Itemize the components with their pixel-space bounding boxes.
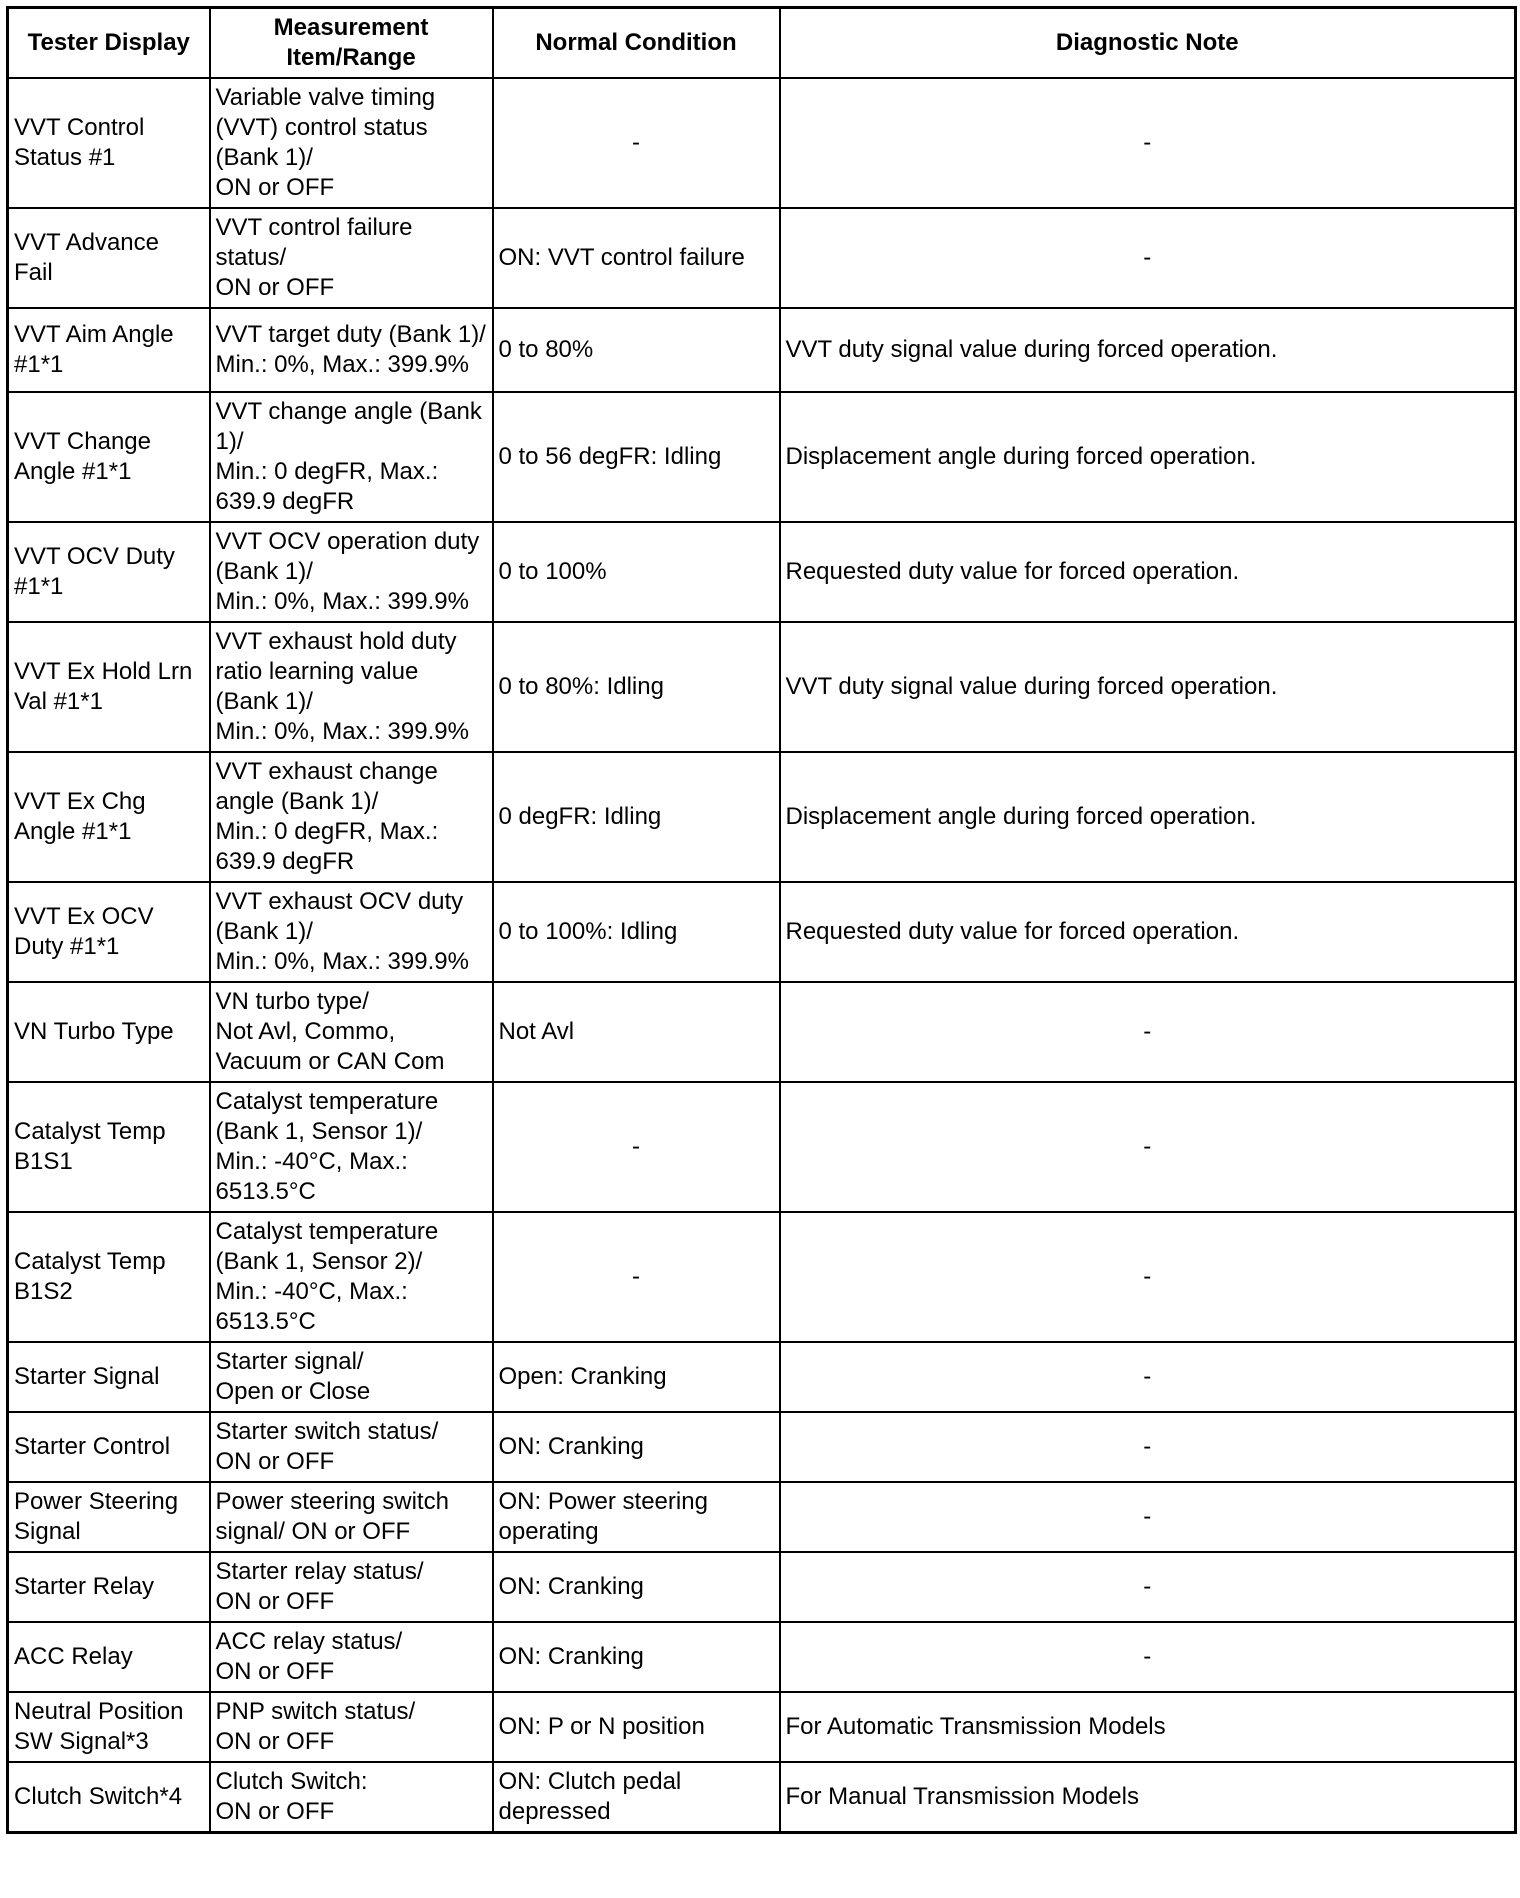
table-row [8,882,1516,982]
table-row [8,1412,1516,1482]
cell-diagnostic-note: Displacement angle during forced operation. [780,392,1516,522]
table-row [8,522,1516,622]
table-row [8,78,1516,208]
cell-tester-display: Starter Relay [8,1552,210,1622]
cell-measurement-item: VVT exhaust OCV duty (Bank 1)/ Min.: 0%, Max.: 399.9% [210,882,493,982]
cell-diagnostic-note: Requested duty value for forced operation. [780,522,1516,622]
table-body [8,78,1516,1833]
cell-tester-display: VVT Ex Chg Angle #1*1 [8,752,210,882]
cell-diagnostic-note: For Automatic Transmission Models [780,1692,1516,1762]
cell-measurement-item: Clutch Switch: ON or OFF [210,1762,493,1833]
table-row [8,1482,1516,1552]
cell-measurement-item: Catalyst temperature (Bank 1, Sensor 1)/ Min.: -40°C, Max.: 6513.5°C [210,1082,493,1212]
table-row [8,982,1516,1082]
cell-tester-display: VVT Ex OCV Duty #1*1 [8,882,210,982]
table-row [8,1212,1516,1342]
cell-diagnostic-note: - [780,78,1516,208]
cell-measurement-item: Starter signal/ Open or Close [210,1342,493,1412]
cell-diagnostic-note: - [780,208,1516,308]
table-row [8,1082,1516,1212]
cell-normal-condition: 0 degFR: Idling [493,752,780,882]
cell-normal-condition: ON: Cranking [493,1412,780,1482]
header-diagnostic-note: Diagnostic Note [780,8,1516,79]
cell-tester-display: Clutch Switch*4 [8,1762,210,1833]
cell-normal-condition: ON: VVT control failure [493,208,780,308]
cell-diagnostic-note: VVT duty signal value during forced operation. [780,622,1516,752]
table-row [8,208,1516,308]
header-tester-display: Tester Display [8,8,210,79]
cell-measurement-item: Variable valve timing (VVT) control status (Bank 1)/ ON or OFF [210,78,493,208]
header-measurement-item: Measurement Item/Range [210,8,493,79]
cell-normal-condition: 0 to 56 degFR: Idling [493,392,780,522]
cell-tester-display: VVT Advance Fail [8,208,210,308]
table-row [8,752,1516,882]
cell-tester-display: VVT Change Angle #1*1 [8,392,210,522]
table-row [8,1692,1516,1762]
cell-diagnostic-note: - [780,1552,1516,1622]
cell-measurement-item: Starter relay status/ ON or OFF [210,1552,493,1622]
cell-diagnostic-note: - [780,1482,1516,1552]
cell-diagnostic-note: - [780,1212,1516,1342]
cell-tester-display: Catalyst Temp B1S1 [8,1082,210,1212]
cell-tester-display: VVT OCV Duty #1*1 [8,522,210,622]
cell-normal-condition: Open: Cranking [493,1342,780,1412]
cell-tester-display: Catalyst Temp B1S2 [8,1212,210,1342]
cell-measurement-item: Catalyst temperature (Bank 1, Sensor 2)/ Min.: -40°C, Max.: 6513.5°C [210,1212,493,1342]
cell-diagnostic-note: - [780,1412,1516,1482]
cell-tester-display: Starter Control [8,1412,210,1482]
cell-tester-display: Starter Signal [8,1342,210,1412]
cell-normal-condition: ON: Cranking [493,1622,780,1692]
cell-diagnostic-note: VVT duty signal value during forced operation. [780,308,1516,392]
table-row [8,1552,1516,1622]
cell-diagnostic-note: Requested duty value for forced operation. [780,882,1516,982]
table-row [8,1342,1516,1412]
cell-diagnostic-note: Displacement angle during forced operation. [780,752,1516,882]
cell-diagnostic-note: - [780,1082,1516,1212]
cell-diagnostic-note: - [780,982,1516,1082]
cell-diagnostic-note: For Manual Transmission Models [780,1762,1516,1833]
cell-normal-condition: ON: Cranking [493,1552,780,1622]
cell-tester-display: Neutral Position SW Signal*3 [8,1692,210,1762]
cell-measurement-item: VVT OCV operation duty (Bank 1)/ Min.: 0%, Max.: 399.9% [210,522,493,622]
cell-normal-condition: ON: Clutch pedal depressed [493,1762,780,1833]
cell-diagnostic-note: - [780,1622,1516,1692]
diagnostic-data-table [6,6,1517,1834]
cell-normal-condition: 0 to 80%: Idling [493,622,780,752]
cell-tester-display: VVT Ex Hold Lrn Val #1*1 [8,622,210,752]
cell-measurement-item: Power steering switch signal/ ON or OFF [210,1482,493,1552]
cell-normal-condition: - [493,1212,780,1342]
cell-normal-condition: 0 to 100%: Idling [493,882,780,982]
cell-measurement-item: VN turbo type/ Not Avl, Commo, Vacuum or CAN Com [210,982,493,1082]
cell-measurement-item: VVT target duty (Bank 1)/ Min.: 0%, Max.: 399.9% [210,308,493,392]
cell-measurement-item: VVT exhaust change angle (Bank 1)/ Min.: 0 degFR, Max.: 639.9 degFR [210,752,493,882]
cell-measurement-item: PNP switch status/ ON or OFF [210,1692,493,1762]
cell-measurement-item: ACC relay status/ ON or OFF [210,1622,493,1692]
cell-measurement-item: VVT control failure status/ ON or OFF [210,208,493,308]
cell-normal-condition: - [493,78,780,208]
header-normal-condition: Normal Condition [493,8,780,79]
cell-measurement-item: VVT change angle (Bank 1)/ Min.: 0 degFR, Max.: 639.9 degFR [210,392,493,522]
cell-tester-display: VVT Control Status #1 [8,78,210,208]
cell-normal-condition: Not Avl [493,982,780,1082]
cell-measurement-item: Starter switch status/ ON or OFF [210,1412,493,1482]
cell-tester-display: VVT Aim Angle #1*1 [8,308,210,392]
cell-normal-condition: ON: Power steering operating [493,1482,780,1552]
cell-tester-display: VN Turbo Type [8,982,210,1082]
table-row [8,392,1516,522]
cell-tester-display: Power Steering Signal [8,1482,210,1552]
table-row [8,1762,1516,1833]
cell-measurement-item: VVT exhaust hold duty ratio learning value (Bank 1)/ Min.: 0%, Max.: 399.9% [210,622,493,752]
cell-normal-condition: ON: P or N position [493,1692,780,1762]
cell-tester-display: ACC Relay [8,1622,210,1692]
cell-diagnostic-note: - [780,1342,1516,1412]
table-header-row [8,8,1516,79]
cell-normal-condition: 0 to 100% [493,522,780,622]
cell-normal-condition: 0 to 80% [493,308,780,392]
table-row [8,622,1516,752]
table-row [8,308,1516,392]
table-row [8,1622,1516,1692]
cell-normal-condition: - [493,1082,780,1212]
